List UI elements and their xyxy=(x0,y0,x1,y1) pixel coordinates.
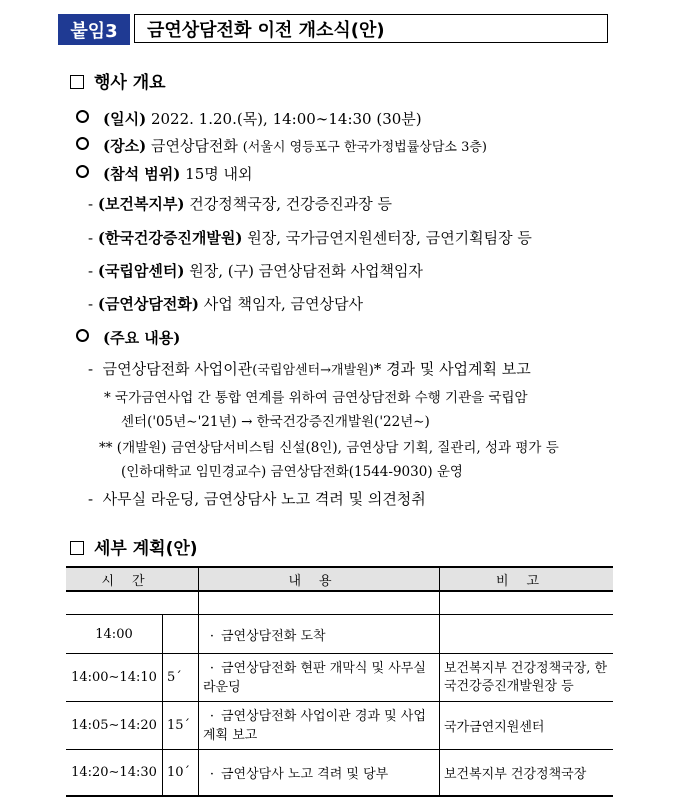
column-header-content: 내용 xyxy=(199,567,440,591)
attachment-tag: 붙임3 xyxy=(58,14,130,45)
content-cell: · 금연상담전화 현판 개막식 및 사무실 라운딩 xyxy=(199,654,440,702)
column-header-note: 비고 xyxy=(440,567,614,591)
note-cell: 보건복지부 건강정책국장 xyxy=(440,750,614,796)
table-header-spacer xyxy=(66,591,613,615)
circle-bullet-icon xyxy=(76,329,89,342)
note-1-cont: 센터('05년∼'21년) → 한국건강증진개발원('22년∼) xyxy=(121,414,430,430)
table-row xyxy=(66,702,613,750)
table-row xyxy=(66,654,613,702)
duration-cell: 15´ xyxy=(163,702,199,750)
note-2: ** (개발원) 금연상담서비스팀 신설(8인), 금연상담 기획, 질관리, 성과 평가 등 xyxy=(99,440,559,456)
duration-cell: 10´ xyxy=(163,750,199,796)
event-date: (일시) 2022. 1.20.(목), 14:00∼14:30 (30분) xyxy=(76,108,422,129)
document-title: 금연상담전화 이전 개소식(안) xyxy=(134,14,608,43)
checkbox-square-icon xyxy=(70,541,84,555)
time-cell: 14:00 xyxy=(66,615,163,654)
note-1: * 국가금연사업 간 통합 연계를 위하여 금연상담전화 수행 기관을 국립암 xyxy=(104,390,528,406)
schedule-table xyxy=(66,566,613,797)
checkbox-square-icon xyxy=(70,75,84,89)
event-place: (장소) 금연상담전화 (서울시 영등포구 한국가정법률상담소 3층) xyxy=(76,135,487,156)
attendee-item: - (금연상담전화) 사업 책임자, 금연상담사 xyxy=(88,295,363,313)
table-header-row xyxy=(66,567,613,591)
note-cell xyxy=(440,615,614,654)
attendee-item: - (한국건강증진개발원) 원장, 국가금연지원센터장, 금연기획팀장 등 xyxy=(88,229,532,247)
content-cell: · 금연상담전화 사업이관 경과 및 사업계획 보고 xyxy=(199,702,440,750)
note-cell: 보건복지부 건강정책국장, 한국건강증진개발원장 등 xyxy=(440,654,614,702)
note-2-cont: (인하대학교 임민경교수) 금연상담전화(1544-9030) 운영 xyxy=(121,464,463,480)
column-header-time: 시간 xyxy=(66,567,199,591)
circle-bullet-icon xyxy=(76,165,89,178)
attendee-item: - (보건복지부) 건강정책국장, 건강증진과장 등 xyxy=(88,195,392,213)
duration-cell xyxy=(163,615,199,654)
event-attendees: (참석 범위) 15명 내외 xyxy=(76,163,253,184)
note-cell: 국가금연지원센터 xyxy=(440,702,614,750)
time-cell: 14:00∼14:10 xyxy=(66,654,163,702)
circle-bullet-icon xyxy=(76,110,89,123)
content-item-transfer: - 금연상담전화 사업이관(국립암센터→개발원)* 경과 및 사업계획 보고 xyxy=(88,360,531,378)
section-overview-heading: 행사 개요 xyxy=(70,68,166,93)
section-plan-heading: 세부 계획(안) xyxy=(70,534,198,559)
duration-cell: 5´ xyxy=(163,654,199,702)
time-cell: 14:20∼14:30 xyxy=(66,750,163,796)
content-cell: · 금연상담사 노고 격려 및 당부 xyxy=(199,750,440,796)
table-row xyxy=(66,750,613,796)
time-cell: 14:05∼14:20 xyxy=(66,702,163,750)
circle-bullet-icon xyxy=(76,137,89,150)
attendee-item: - (국립암센터) 원장, (구) 금연상담전화 사업책임자 xyxy=(88,262,423,280)
event-content: (주요 내용) xyxy=(76,327,180,348)
content-item-rounding: - 사무실 라운딩, 금연상담사 노고 격려 및 의견청취 xyxy=(88,490,426,508)
table-row xyxy=(66,615,613,654)
content-cell: · 금연상담전화 도착 xyxy=(199,615,440,654)
